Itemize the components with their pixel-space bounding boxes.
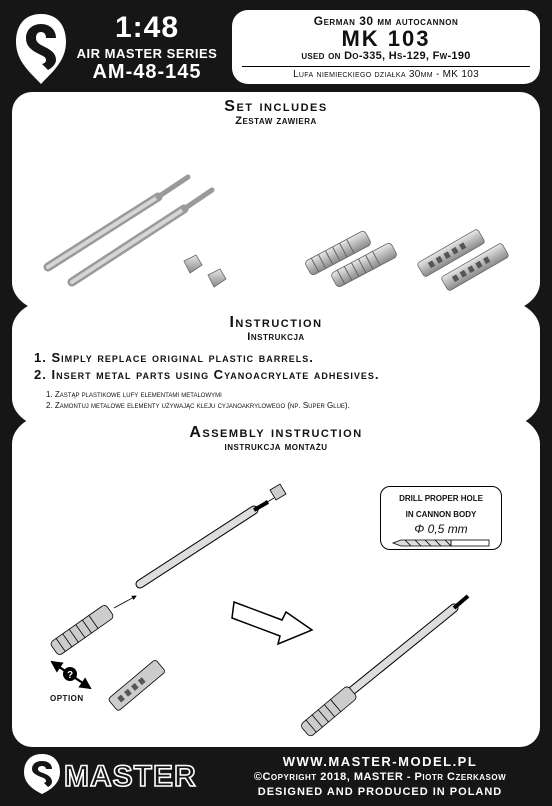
set-includes-subheading: Zestaw zawiera [235, 115, 317, 127]
assembly-slotted-brake [108, 659, 166, 711]
drill-note-line-1: DRILL PROPER HOLE [399, 494, 483, 503]
cap-arrow [264, 498, 274, 504]
assembly-muzzle-brake [50, 604, 115, 656]
made-in-label: DESIGNED AND PRODUCED IN POLAND [257, 786, 503, 798]
option-label: OPTION [50, 694, 84, 703]
instruction-step-1: 1. Simply replace original plastic barrels. [34, 350, 314, 365]
assembled-cannon [300, 596, 468, 737]
series-label: AIR MASTER SERIES [76, 46, 218, 61]
copyright-label: ©Copyright 2018, MASTER - Piotr Czerkasow [253, 771, 507, 783]
brake-arrow [114, 596, 136, 608]
set-includes-heading: Set includes [224, 98, 328, 115]
assembly-muzzle-cap [270, 484, 286, 500]
website-link[interactable]: WWW.MASTER-MODEL.PL [282, 754, 478, 769]
title-divider [242, 66, 530, 67]
assembly-subheading: instrukcja montażu [224, 441, 328, 453]
parts-illustration [12, 127, 540, 307]
instruction-heading: Instruction [229, 314, 323, 331]
instruction-subheading: Instrukcja [247, 331, 305, 343]
assembly-barrel [140, 502, 268, 584]
assembly-panel [12, 414, 540, 747]
instruction-step-pl-2: 2. Zamontuj metalowe elementy używając kleju cyjanoakrylowego (np. Super Glue). [46, 401, 350, 410]
set-includes-panel [12, 92, 540, 312]
assembly-heading: Assembly instruction [189, 424, 363, 441]
polish-title: Lufa niemieckiego działka 30mm - MK 103 [293, 69, 479, 80]
muzzle-cap-part-2 [208, 269, 226, 287]
master-brand-logo [22, 752, 212, 796]
product-description: German 30 mm autocannon [313, 14, 459, 28]
scale-label: 1:48 [114, 11, 180, 44]
drill-note-line-2: IN CANNON BODY [405, 510, 477, 519]
product-title-box [232, 10, 540, 84]
brand-name: MASTER [64, 760, 197, 793]
instruction-panel [12, 300, 540, 428]
assembly-direction-arrow [232, 602, 312, 644]
catalog-number: AM-48-145 [92, 61, 202, 83]
option-marker: ? [66, 670, 74, 681]
product-name: MK 103 [341, 26, 431, 51]
master-logo-icon [14, 12, 68, 86]
instruction-step-pl-1: 1. Zastąp plastikowe lufy elementami metalowymi [46, 390, 222, 399]
instruction-step-2: 2. Insert metal parts using Cyanoacrylate adhesives. [34, 367, 380, 382]
drill-size: Φ 0,5 mm [414, 522, 468, 536]
used-on-label: used on Do-335, Hs-129, Fw-190 [301, 50, 471, 62]
muzzle-cap-part-1 [184, 255, 202, 273]
assembly-illustration [12, 450, 540, 750]
